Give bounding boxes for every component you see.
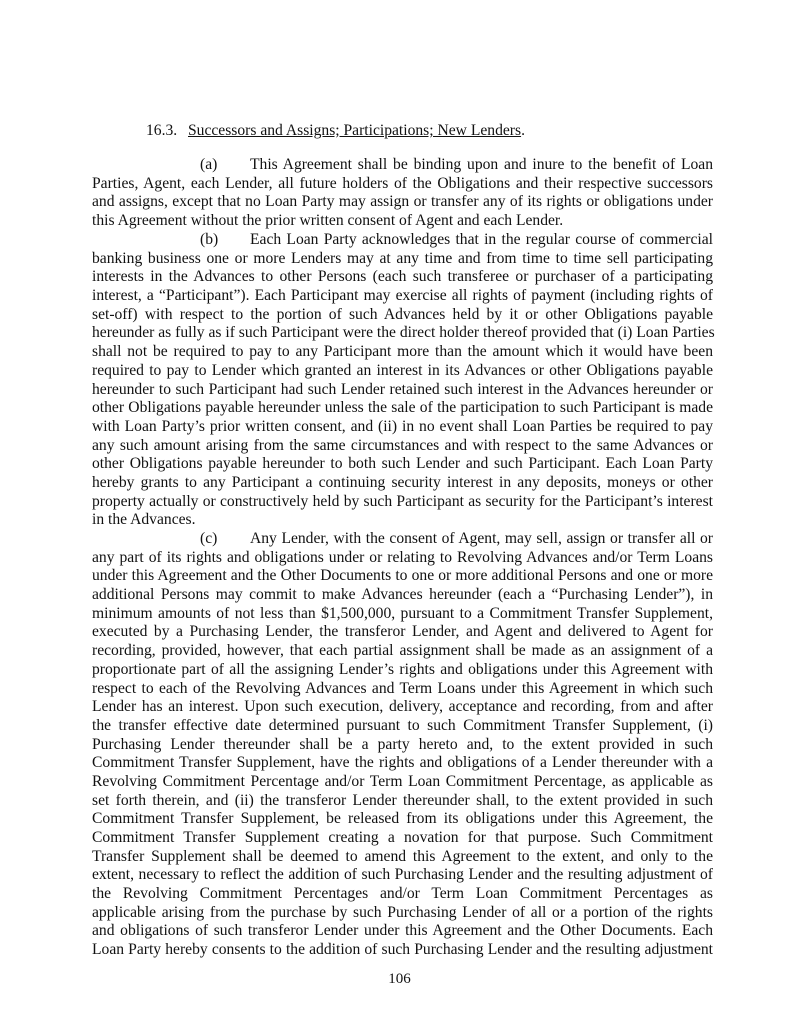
- paragraph-b: [92, 231, 713, 530]
- line-text: Each Loan Party acknowledges that in the regular course of commercial: [250, 231, 713, 248]
- paragraph-line: under this Agreement and the Other Documents to one or more additional Persons and one or more: [92, 567, 713, 585]
- paragraph-line: Purchasing Lender thereunder shall be a party hereto and, to the extent provided in such: [92, 735, 713, 753]
- paragraph-line: property actually or constructively held by such Participant as security for the Participant’s interest: [92, 492, 713, 510]
- paragraph-line: extent, necessary to reflect the addition of such Purchasing Lender and the resulting adjustment of: [92, 866, 713, 884]
- paragraph-line: other Obligations payable hereunder to both such Lender and such Participant. Each Loan Party: [92, 455, 713, 473]
- paragraph-line: interests in the Advances to other Persons (each such transferee or purchaser of a participating: [92, 268, 713, 286]
- paragraph-line: minimum amounts of not less than $1,500,000, pursuant to a Commitment Transfer Supplement,: [92, 604, 713, 622]
- paragraph-line: other Obligations payable hereunder unless the sale of the participation to such Participant is made: [92, 399, 713, 417]
- paragraph-line: the transfer effective date determined pursuant to such Commitment Transfer Supplement, (i): [92, 716, 713, 734]
- paragraph-line: any part of its rights and obligations under or relating to Revolving Advances and/or Term Loans: [92, 548, 713, 566]
- paragraph-line: set forth therein, and (ii) the transferor Lender thereunder shall, to the extent provided in such: [92, 791, 713, 809]
- paragraph-line: hereunder to such Participant had such Lender retained such interest in the Advances hereunder or: [92, 380, 713, 398]
- paragraph-label: (b): [200, 231, 219, 248]
- paragraph-line: interest, a “Participant”). Each Participant may exercise all rights of payment (including rights of: [92, 287, 713, 305]
- paragraph-line: set-off) with respect to the portion of such Advances held by it or other Obligations payable: [92, 305, 713, 323]
- paragraph-line: Commitment Transfer Supplement creating a novation for that purpose. Such Commitment: [92, 829, 713, 846]
- paragraph-line: Commitment Transfer Supplement, have the rights and obligations of a Lender thereunder with a: [92, 754, 713, 772]
- paragraph-line: shall not be required to pay to any Participant more than the amount which it would have been: [92, 343, 713, 361]
- paragraph-line: any such amount arising from the same circumstances and with respect to the same Advances or: [92, 436, 713, 454]
- paragraph-c: [92, 530, 713, 960]
- paragraph-line: Loan Party hereby consents to the addition of such Purchasing Lender and the resulting adjustment: [92, 941, 713, 959]
- paragraph-line: banking business one or more Lenders may at any time and from time to time sell participating: [92, 249, 713, 267]
- paragraph-line: [92, 156, 713, 175]
- paragraph-line: Parties, Agent, each Lender, all future holders of the Obligations and their respective successors: [92, 174, 713, 192]
- section-title: Successors and Assigns; Participations; New Lenders: [188, 122, 522, 139]
- paragraph-line: the Revolving Commitment Percentages and/or Term Loan Commitment Percentages as: [92, 885, 713, 903]
- paragraph-line: and assigns, except that no Loan Party may assign or transfer any of its rights or obligations under: [92, 193, 713, 211]
- line-text: This Agreement shall be binding upon and inure to the benefit of Loan: [250, 156, 713, 173]
- paragraph-label: (c): [200, 530, 218, 547]
- paragraph-line: respect to each of the Revolving Advances and Term Loans under this Agreement in which such: [92, 679, 713, 697]
- paragraph-line: applicable arising from the purchase by such Purchasing Lender of all or a portion of the rights: [92, 903, 713, 921]
- paragraph-line: Revolving Commitment Percentage and/or Term Loan Commitment Percentage, as applicable as: [92, 772, 713, 790]
- line-text: Any Lender, with the consent of Agent, may sell, assign or transfer all or: [250, 530, 713, 547]
- paragraph-line: in the Advances.: [92, 511, 196, 529]
- paragraph-line: required to pay to Lender which granted an interest in its Advances or other Obligations payable: [92, 361, 713, 379]
- paragraph-line: recording, provided, however, that each partial assignment shall be made as an assignment of a: [92, 642, 713, 660]
- section-heading: [146, 122, 525, 140]
- paragraph-label: (a): [200, 156, 218, 173]
- paragraph-line: hereunder as fully as if such Participant were the direct holder thereof provided that (i) Loan Parties: [92, 324, 715, 342]
- paragraph-line: [92, 530, 713, 549]
- paragraph-line: Lender has an interest. Upon such execution, delivery, acceptance and recording, from and after: [92, 698, 713, 716]
- paragraph-line: executed by a Purchasing Lender, the transferor Lender, and Agent and delivered to Agent for: [92, 623, 713, 641]
- paragraph-line: this Agreement without the prior written consent of Agent and each Lender.: [92, 212, 564, 230]
- paragraph-line: proportionate part of all the assigning Lender’s rights and obligations under this Agreement with: [92, 660, 713, 678]
- paragraph-line: Transfer Supplement shall be deemed to amend this Agreement to the extent, and only to the: [92, 847, 713, 865]
- page-number: 106: [388, 971, 411, 987]
- paragraph-line: and obligations of such transferor Lender under this Agreement and the Other Documents. Each: [92, 922, 713, 940]
- paragraph-line: Commitment Transfer Supplement, be released from its obligations under this Agreement, the: [92, 810, 713, 828]
- paragraph-line: with Loan Party’s prior written consent, and (ii) in no event shall Loan Parties be required to pay: [92, 417, 713, 435]
- paragraph-line: hereby grants to any Participant a continuing security interest in any deposits, moneys or other: [92, 473, 713, 491]
- paragraph-line: additional Persons may commit to make Advances hereunder (each a “Purchasing Lender”), in: [92, 586, 713, 604]
- paragraph-line: [92, 231, 713, 250]
- section-number: 16.3.: [146, 122, 178, 139]
- paragraph-a: [92, 156, 713, 231]
- section-title-period: .: [521, 122, 525, 139]
